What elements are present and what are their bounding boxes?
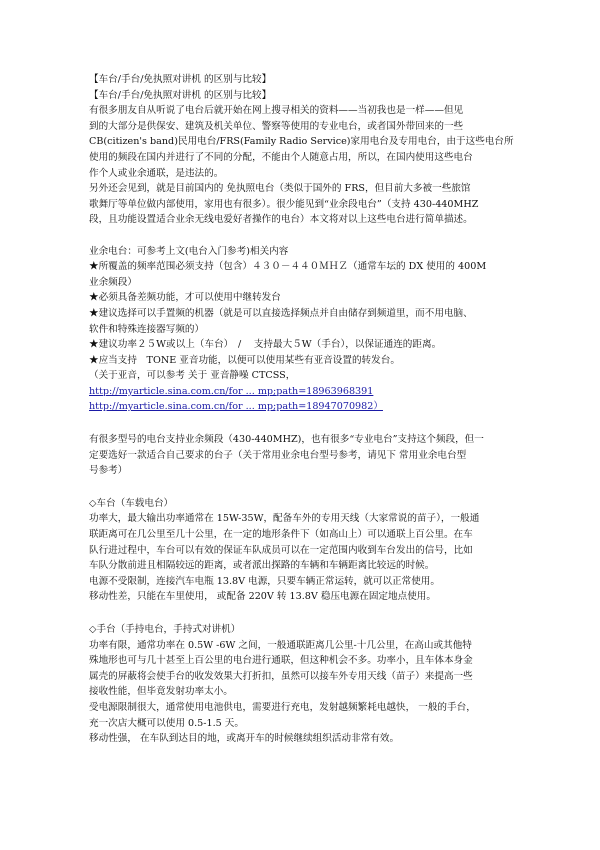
car-line: 联距离可在几公里至几十公里，在一定的地形条件下（如高山上）可以通联上百公里。在车 <box>89 529 473 541</box>
hand-line: 殊地形也可与几十甚至上百公里的电台进行通联，但这种机会不多。功率小，且车体本身金 <box>89 655 473 667</box>
intro-line: CB(citizen's band)民用电台/FRS(Family Radio Service)家用电台及专用电台，由于这些电台所 <box>89 136 514 148</box>
multi-line: 有很多型号的电台支持业余频段（430-440MHZ)，也有很多“专业电台”支持这个频段，但一 <box>89 434 484 446</box>
amateur-line: ★必须具备差频功能，才可以使用中继转发台 <box>89 292 281 304</box>
ctcss-link-2[interactable]: http://myarticle.sina.com.cn/for ... mp;path=18947070982） <box>89 401 383 413</box>
intro-line: 作个人或业余通联，是违法的。 <box>89 167 224 179</box>
intro-line: 段，且功能设置适合业余无线电爱好者操作的电台）本文将对以上这些电台进行简单描述。 <box>89 214 473 226</box>
car-heading: ◇车台（车载电台） <box>89 497 174 509</box>
car-line: 车队分散前进且相隔较远的距离，或者派出探路的车辆和车辆距离比较远的时候。 <box>89 560 435 572</box>
amateur-line: ★建议选择可以手置频的机器（就是可以直接选择频点并自由储存到频道里，而不用电脑、 <box>89 307 473 319</box>
intro-line: 有很多朋友自从听说了电台后就开始在网上搜寻相关的资料——当初我也是一样——但见 <box>89 105 464 117</box>
title-line: 【车台/手台/免执照对讲机 的区别与比较】 <box>89 89 272 101</box>
amateur-line: ★应当支持 TONE 亚音功能，以便可以使用某些有亚音设置的转发台。 <box>89 354 400 366</box>
multi-line: 定要选好一款适合自己要求的台子（关于常用业余电台型号参考，请见下 常用业余电台型 <box>89 449 467 461</box>
amateur-line: 软件和特殊连接器写频的） <box>89 323 205 335</box>
intro-line: 歌舞厅等单位做内部使用，家用也有很多）。很少能见到“业余段电台”（支持 430-440MHZ <box>89 198 479 210</box>
hand-line: 受电源限制很大，通常使用电池供电，需要进行充电，发射越频繁耗电越快， 一般的手台， <box>89 701 476 713</box>
hand-line: 属壳的屏蔽将会使手台的收发效果大打折扣，虽然可以接车外专用天线（苗子）来提高一些 <box>89 670 473 682</box>
title-line: 【车台/手台/免执照对讲机 的区别与比较】 <box>89 74 272 85</box>
multi-line: 号参考） <box>89 465 128 477</box>
amateur-line: （关于亚音，可以参考 关于 亚音静噪 CTCSS， <box>89 370 296 382</box>
hand-line: 移动性强， 在车队到达目的地，或离开车的时候继续组织活动非常有效。 <box>89 733 400 745</box>
intro-line: 到的大部分是供保安、建筑及机关单位、警察等使用的专业电台，或者国外带回来的一些 <box>89 120 464 132</box>
car-line: 功率大，最大输出功率通常在 15W-35W，配备车外的专用天线（大家常说的苗子），一般通 <box>89 513 480 525</box>
hand-line: 接收性能，但毕竟发射功率太小。 <box>89 686 233 698</box>
hand-heading: ◇手台（手持电台，手持式对讲机） <box>89 624 241 635</box>
car-line: 移动性差，只能在车里使用， 或配备 220V 转 13.8V 稳压电源在固定地点使用。 <box>89 591 436 603</box>
intro-line: 另外还会见到，就是目前国内的 免执照电台（类似于国外的 FRS，但目前大多被一些旅馆 <box>89 183 471 195</box>
amateur-line: ★建议功率２５W或以上（车台） / 支持最大５W（手台），以保证通连的距离。 <box>89 339 442 351</box>
document-body <box>89 72 517 747</box>
amateur-heading: 业余电台：可参考上文(电台入门参考)相关内容 <box>89 245 289 257</box>
car-line: 队行进过程中，车台可以有效的保证车队成员可以在一定范围内收到车台发出的信号，比如 <box>89 544 473 556</box>
ctcss-link-1[interactable]: http://myarticle.sina.com.cn/for ... mp;path=18963968391 <box>89 385 374 397</box>
amateur-line: ★所覆盖的频率范围必须支持（包含）４３０－４４０ＭＨＺ（通常车坛的 DX 使用的 400M <box>89 261 487 273</box>
car-line: 电源不受限制，连接汽车电瓶 13.8V 电源，只要车辆正常运转，就可以正常使用。 <box>89 575 440 587</box>
intro-line: 使用的频段在国内并进行了不同的分配，不能由个人随意占用，所以，在国内使用这些电台 <box>89 151 473 163</box>
hand-line: 功率有限，通常功率在 0.5W -6W 之间，一般通联距离几公里-十几公里，在高山或其他特 <box>89 639 472 651</box>
hand-line: 充一次店大概可以使用 0.5-1.5 天。 <box>89 717 244 729</box>
amateur-line: 业余频段） <box>89 276 137 288</box>
